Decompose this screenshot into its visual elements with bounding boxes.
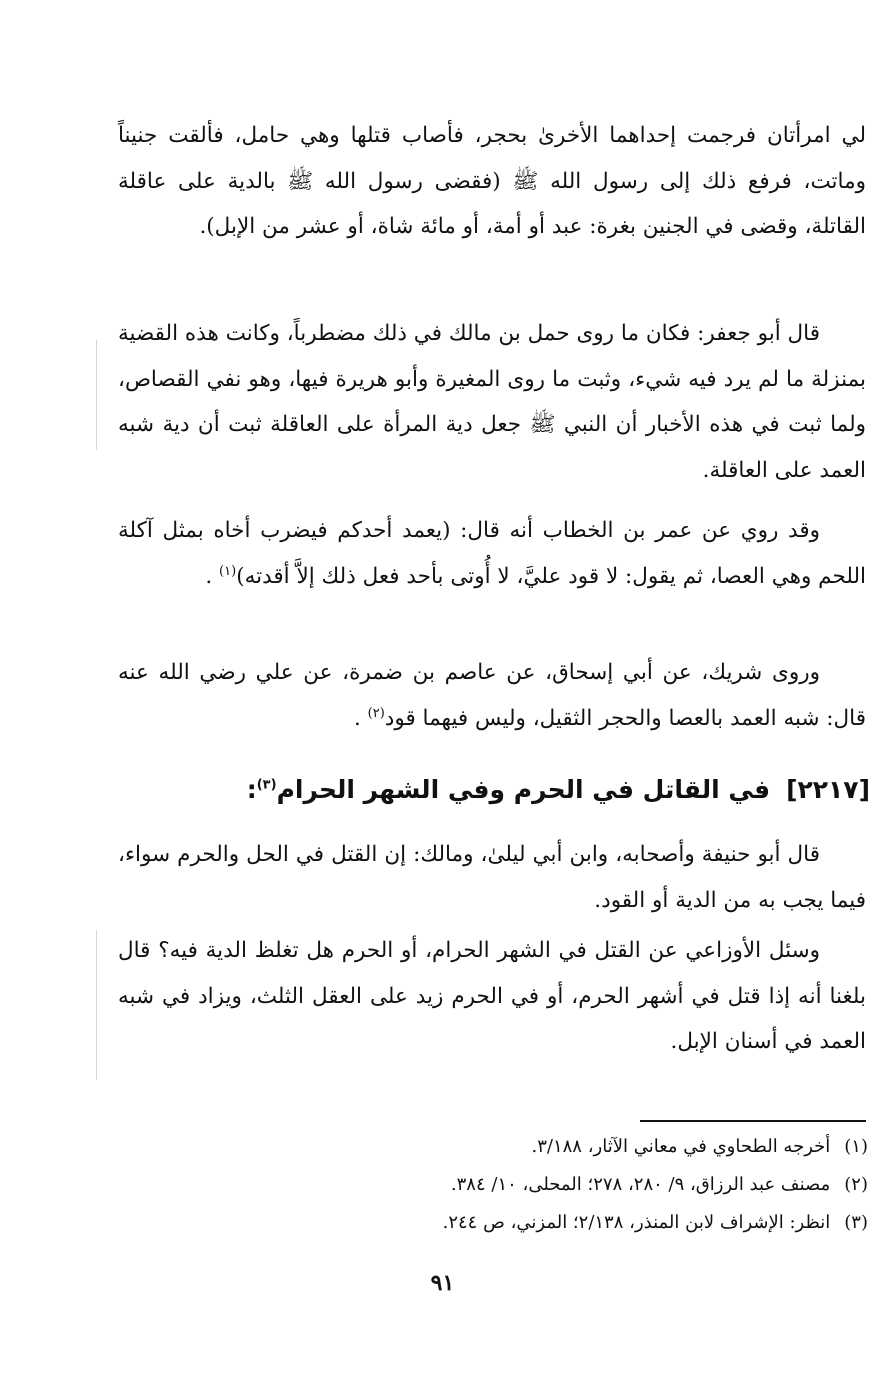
page-number: ٩١ <box>430 1270 455 1296</box>
footnote-ref-3[interactable]: (٣) <box>256 777 277 793</box>
footnote-text: مصنف عبد الرزاق، ٩/ ٢٨٠، ٢٧٨؛ المحلى، ١٠/ ٣٨٤. <box>450 1174 831 1195</box>
footnote-text: أخرجه الطحاوي في معاني الآثار، ٣/١٨٨. <box>531 1136 831 1157</box>
footnote-number: (١) <box>844 1136 868 1157</box>
footnote-number: (٣) <box>844 1212 868 1233</box>
footnote-text: انظر: الإشراف لابن المنذر، ٢/١٣٨؛ المزني، ص ٢٤٤. <box>442 1212 831 1233</box>
paragraph-text: قال أبو حنيفة وأصحابه، وابن أبي ليلىٰ، ومالك: إن القتل في الحل والحرم سواء، فيما يجب به من الدية أو القود. <box>118 842 866 913</box>
paragraph-text <box>118 508 866 599</box>
footnotes <box>118 1128 868 1242</box>
footnote-number: (٢) <box>844 1174 868 1195</box>
margin-line <box>96 340 97 450</box>
paragraph-end: . <box>205 563 213 589</box>
footnote-divider <box>640 1120 866 1122</box>
section-title-end: : <box>246 775 257 804</box>
paragraph-continuation <box>118 113 866 250</box>
paragraph-body: وروى شريك، عن أبي إسحاق، عن عاصم بن ضمرة، عن علي رضي الله عنه قال: شبه العمد بالعصا والحجر الثقيل، وليس فيهما قود <box>118 660 866 731</box>
footnote-ref-1[interactable]: (١) <box>219 563 237 579</box>
paragraph-text <box>118 650 866 741</box>
section-title: في القاتل في الحرم وفي الشهر الحرام <box>276 775 771 804</box>
section-number: [٢٢١٧] <box>786 775 870 804</box>
margin-line <box>96 930 97 1080</box>
footnote-3 <box>118 1204 868 1242</box>
paragraph-abu-jafar <box>118 311 866 493</box>
footnote-1 <box>118 1128 868 1166</box>
paragraph-text: لي امرأتان فرجمت إحداهما الأخرىٰ بحجر، فأصاب قتلها وهي حامل، فألقت جنيناً وماتت، فرفع ذلك إلى رسول الله ﷺ (فقضى رسول الله ﷺ بالدية على عاقلة القاتلة، وقضى في الجنين بغرة: عبد أو أمة، أو مائة شاة، أو عشر من الإبل). <box>118 123 866 239</box>
paragraph-text: قال أبو جعفر: فكان ما روى حمل بن مالك في ذلك مضطرباً، وكانت هذه القضية بمنزلة ما لم يرد فيه شيء، وثبت ما روى المغيرة وأبو هريرة فيها، وهو نفي القصاص، ولما ثبت في هذه الأخبار أن النبي ﷺ جعل دية المرأة على العاقلة ثبت أن دية شبه العمد على العاقلة. <box>118 321 866 483</box>
paragraph-body: وقد روي عن عمر بن الخطاب أنه قال: (يعمد أحدكم فيضرب أخاه بمثل آكلة اللحم وهي العصا، ثم يقول: لا قود عليَّ، لا أُوتى بأحد فعل ذلك إلاَّ أقدته) <box>118 518 866 589</box>
paragraph-umar <box>118 508 866 599</box>
paragraph-end: . <box>353 705 361 731</box>
footnote-ref-2[interactable]: (٢) <box>367 705 385 721</box>
paragraph-text: وسئل الأوزاعي عن القتل في الشهر الحرام، أو الحرم هل تغلظ الدية فيه؟ قال بلغنا أنه إذا قتل في أشهر الحرم، أو في الحرم زيد على العقل الثلث، ويزاد في شبه العمد في أسنان الإبل. <box>118 938 866 1054</box>
paragraph-abu-hanifa <box>118 832 866 923</box>
paragraph-sharik <box>118 650 866 741</box>
section-heading <box>118 767 870 813</box>
paragraph-awzai <box>118 928 866 1065</box>
footnote-2 <box>118 1166 868 1204</box>
